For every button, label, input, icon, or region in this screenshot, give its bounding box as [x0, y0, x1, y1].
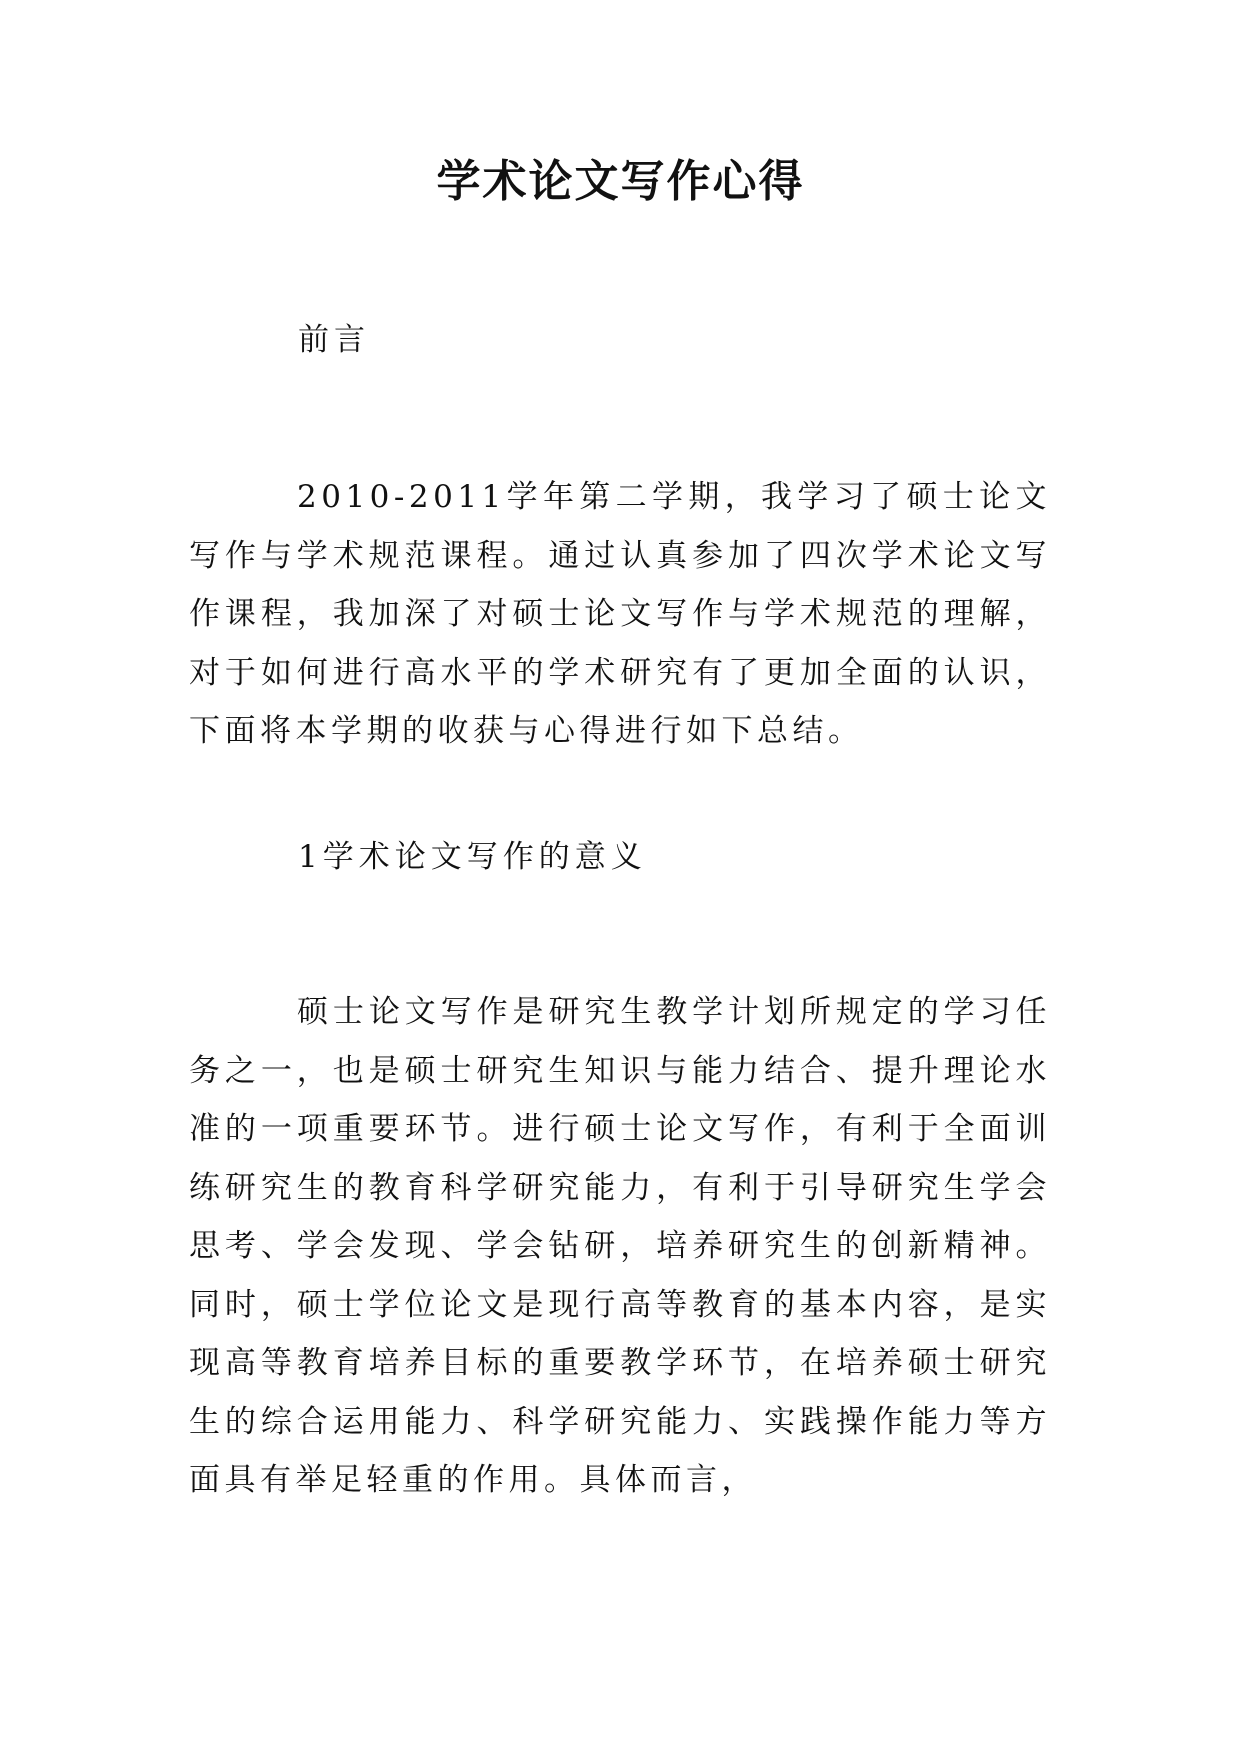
significance-paragraph: 硕士论文写作是研究生教学计划所规定的学习任务之一，也是硕士研究生知识与能力结合、提升理论水准的一项重要环节。进行硕士论文写作，有利于全面训练研究生的教育科学研究能力，有利于引导研究生学会思考、学会发现、学会钻研，培养研究生的创新精神。同时，硕士学位论文是现行高等教育的基本内容，是实现高等教育培养目标的重要教学环节，在培养硕士研究生的综合运用能力、科学研究能力、实践操作能力等方面具有举足轻重的作用。具体而言， [189, 994, 1051, 1498]
section-heading-significance: 1学术论文写作的意义 [298, 839, 647, 875]
section-heading-preface: 前言 [298, 322, 370, 358]
document-title: 学术论文写作心得 [436, 156, 805, 207]
preface-paragraph: 2010-2011学年第二学期，我学习了硕士论文写作与学术规范课程。通过认真参加了四次学术论文写作课程，我加深了对硕士论文写作与学术规范的理解，对于如何进行高水平的学术研究有了更加全面的认识，下面将本学期的收获与心得进行如下总结。 [189, 479, 1051, 749]
